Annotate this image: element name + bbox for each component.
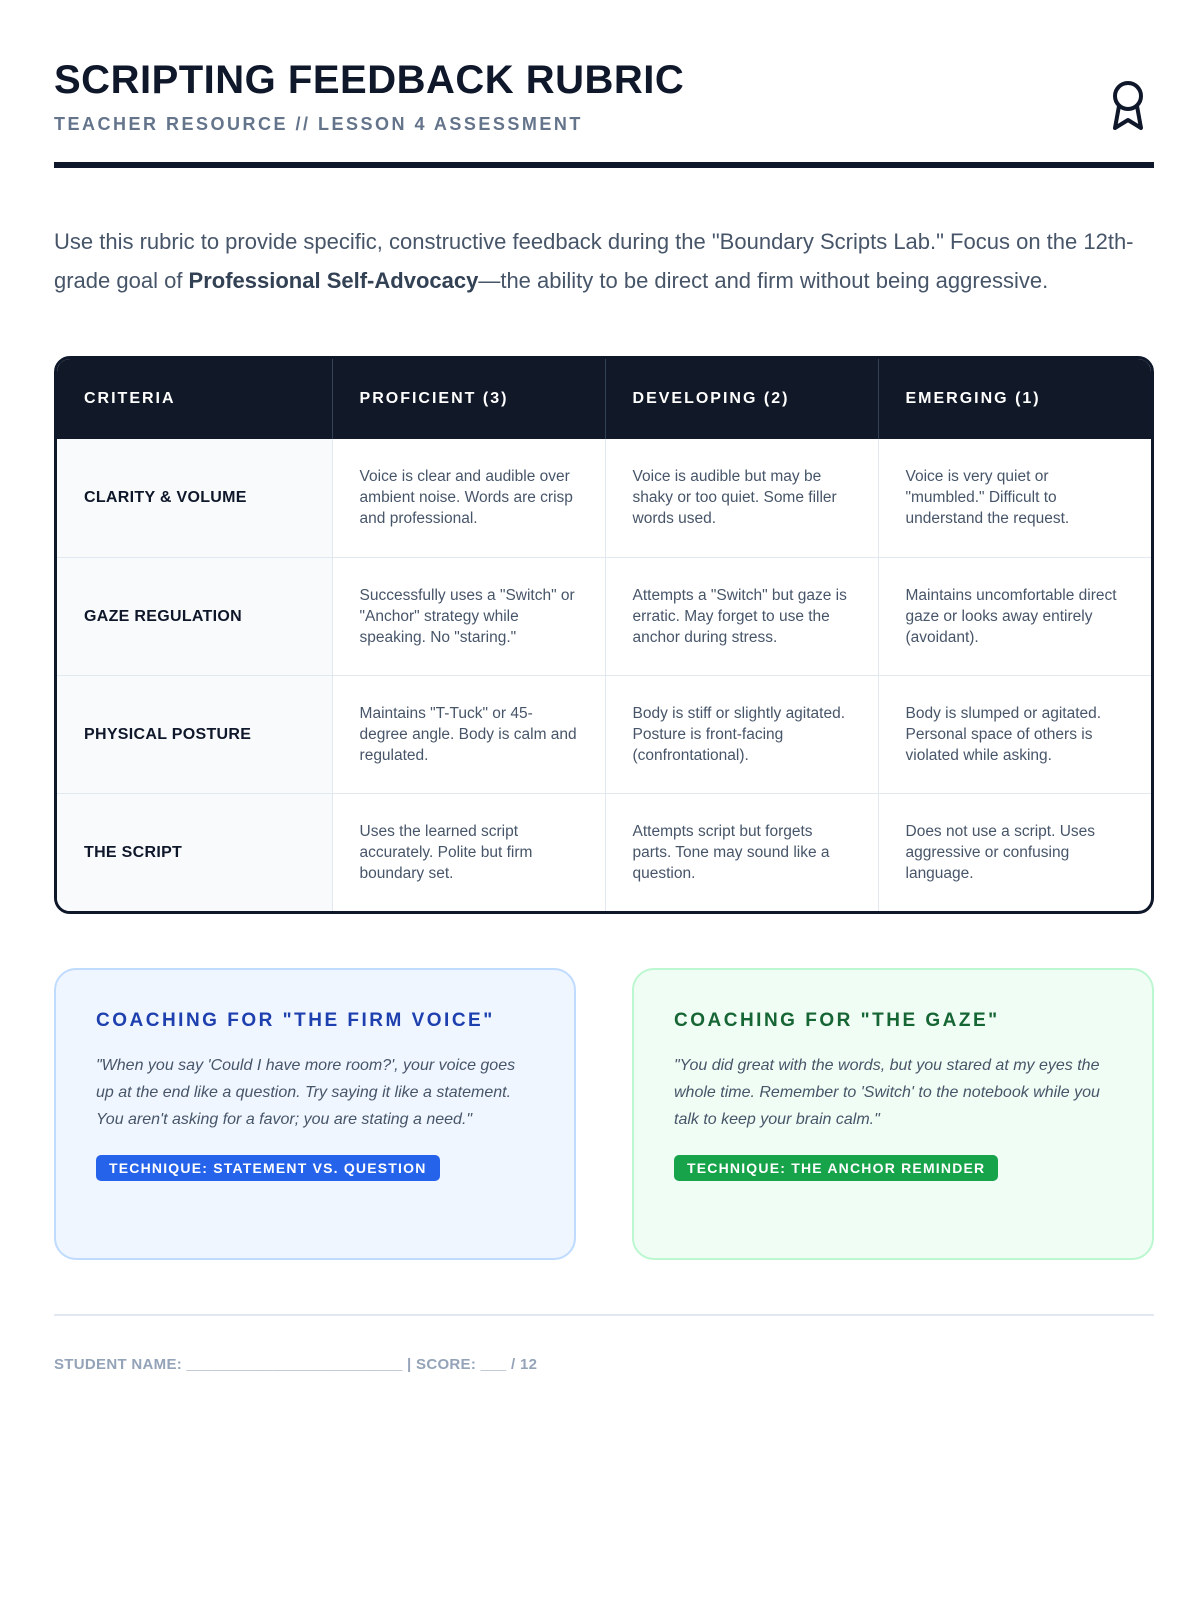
rubric-table (54, 356, 1154, 914)
developing-cell: Attempts script but forgets parts. Tone may sound like a question. (605, 793, 878, 911)
header-criteria: CRITERIA (57, 359, 332, 439)
page-footer (54, 1314, 1154, 1373)
page-header (54, 0, 1154, 168)
emerging-cell: Voice is very quiet or "mumbled." Difficult to understand the request. (905, 468, 1070, 528)
page-subtitle: TEACHER RESOURCE // LESSON 4 ASSESSMENT (54, 114, 583, 134)
header-emerging: EMERGING (1) (878, 359, 1151, 439)
technique-badge: TECHNIQUE: STATEMENT VS. QUESTION (96, 1155, 440, 1181)
emerging-cell: Body is slumped or agitated. Personal space of others is violated while asking. (878, 675, 1151, 793)
developing-cell: Body is stiff or slightly agitated. Posture is front-facing (confrontational). (605, 675, 878, 793)
coaching-card-firm-voice (54, 968, 576, 1260)
intro-text-before: Use this rubric to provide specific, constructive feedback during the "Boundary Scripts Lab." Focus on the 12th-grade goal of (54, 229, 1134, 293)
proficient-cell: Voice is clear and audible over ambient noise. Words are crisp and professional. (332, 439, 605, 557)
intro-text-bold: Professional Self-Advocacy (188, 268, 479, 293)
header-developing: DEVELOPING (2) (605, 359, 878, 439)
table-row (57, 557, 1151, 675)
rubric-header-row (57, 359, 1151, 439)
criteria-cell: THE SCRIPT (57, 793, 332, 911)
header-proficient: PROFICIENT (3) (332, 359, 605, 439)
table-row (57, 675, 1151, 793)
technique-badge: TECHNIQUE: THE ANCHOR REMINDER (674, 1155, 998, 1181)
intro-text-after: —the ability to be direct and firm without being aggressive. (478, 268, 1049, 293)
award-ribbon-icon (1110, 80, 1146, 132)
criteria-cell: GAZE REGULATION (57, 557, 332, 675)
emerging-cell: Maintains uncomfortable direct gaze or looks away entirely (avoidant). (878, 557, 1151, 675)
coaching-quote: "You did great with the words, but you stared at my eyes the whole time. Remember to 'Switch' to the notebook while you talk to keep your brain calm." (674, 1057, 1100, 1128)
proficient-cell: Successfully uses a "Switch" or "Anchor" strategy while speaking. No "staring." (332, 557, 605, 675)
coaching-quote: "When you say 'Could I have more room?', your voice goes up at the end like a question. Try saying it like a statement. You aren't asking for a favor; you are stating a need." (96, 1057, 516, 1128)
intro-paragraph (54, 222, 1154, 300)
student-score-line: STUDENT NAME: _________________________ | SCORE: ___ / 12 (54, 1356, 538, 1373)
developing-cell: Attempts a "Switch" but gaze is erratic. May forget to use the anchor during stress. (605, 557, 878, 675)
proficient-cell: Uses the learned script accurately. Polite but firm boundary set. (332, 793, 605, 911)
coaching-title: COACHING FOR "THE GAZE" (674, 1010, 1000, 1031)
coaching-card-gaze (632, 968, 1154, 1260)
table-row (57, 793, 1151, 911)
emerging-cell: Does not use a script. Uses aggressive or confusing language. (878, 793, 1151, 911)
developing-cell: Voice is audible but may be shaky or too quiet. Some filler words used. (605, 439, 878, 557)
proficient-cell: Maintains "T-Tuck" or 45-degree angle. Body is calm and regulated. (332, 675, 605, 793)
coaching-cards (54, 968, 1154, 1260)
criteria-cell: PHYSICAL POSTURE (57, 675, 332, 793)
rubric-page (54, 0, 1154, 1373)
criteria-cell: CLARITY & VOLUME (57, 439, 332, 557)
coaching-title: COACHING FOR "THE FIRM VOICE" (96, 1010, 495, 1031)
page-title: SCRIPTING FEEDBACK RUBRIC (54, 58, 685, 102)
table-row (57, 439, 1151, 557)
